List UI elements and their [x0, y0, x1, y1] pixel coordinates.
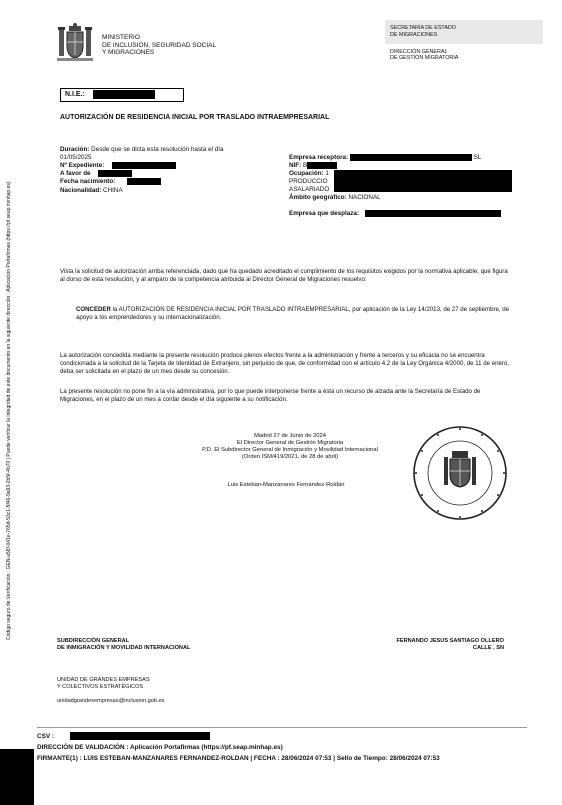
signature-line-2: El Director General de Gestión Migratoria — [236, 440, 344, 446]
footer-unidad — [57, 677, 150, 691]
footer-recipient — [360, 638, 504, 652]
direccion-line-2: DE GESTIÓN MIGRATORIA — [390, 55, 459, 62]
desplaza-label: Empresa que desplaza: — [289, 210, 359, 218]
validation-block — [37, 731, 537, 764]
left-fields — [60, 146, 270, 195]
signature-line-1: Madrid 27 de Junio de 2024 — [254, 433, 326, 439]
expediente-label: Nº Expediente: — [60, 162, 105, 170]
empresa-label: Empresa receptora: — [289, 154, 349, 162]
footer-subdireccion — [57, 638, 190, 652]
ocupacion-label: Ocupación: — [289, 170, 324, 178]
sub-line-2: DE INMIGRACIÓN Y MOVILIDAD INTERNACIONAL — [57, 645, 191, 651]
redaction-bar — [98, 170, 132, 177]
paragraph-concede — [76, 306, 510, 322]
nif-label: NIF: — [289, 162, 302, 170]
redaction-bar — [70, 732, 210, 740]
ministry-line-2: DE INCLUSIÓN, SEGURIDAD SOCIAL — [102, 41, 217, 49]
redaction-bar — [93, 90, 155, 99]
empresa-suffix: SL — [473, 154, 482, 162]
recipient-address: CALLE , SN — [472, 645, 504, 651]
redaction-bar — [127, 178, 161, 185]
nacionalidad-label: Nacionalidad: — [60, 186, 102, 194]
favor-label: A favor de — [60, 170, 91, 178]
signatory-name: Luis Esteban-Manzanares Fernández-Roldán — [227, 482, 345, 488]
divider — [37, 727, 527, 728]
secretaria-line-2: DE MIGRACIONES — [390, 31, 438, 38]
csv-label: CSV : — [37, 733, 55, 740]
direccion-general — [390, 49, 458, 62]
ministry-line-3: Y MIGRACIONES — [102, 49, 155, 57]
validation-url: DIRECCIÓN DE VALIDACIÓN : Aplicación Portafirmas (https://pf.seap.minhap.es) — [37, 744, 283, 751]
paragraph-recurso: La presente resolución no pone fin a la vía administrativa, por lo que puede interponerse frente a ésta un recurso de alzada ante la Secretaría de Estado de Migraciones, en el plazo de un mes a contar desde el día siguiente a su notificación. — [60, 388, 481, 403]
coat-of-arms-logo — [55, 22, 95, 64]
nacionalidad-value: CHINA — [103, 186, 123, 194]
signature-line-3: P.D. El Subdirector General de Inmigración y Movilidad Internacional — [202, 447, 378, 453]
ocupacion-line-1: PRODUCCIO — [289, 178, 328, 186]
sub-line-1: SUBDIRECCIÓN GENERAL — [57, 638, 130, 644]
redaction-bar — [365, 210, 501, 217]
paragraph-vista: Vista la solicitud de autorización arriba referenciada, dado que ha quedado acreditado el cumplimiento de los requisitos exigidos por la normativa aplicable, que figura al dorso de esta resolución, y al amparo de la competencia atribuida al Director General de Migraciones resuelvo: — [60, 268, 508, 283]
ambito-value: NACIONAL — [348, 194, 381, 202]
official-seal — [412, 425, 508, 521]
concede-text: la AUTORIZACIÓN DE RESIDENCIA INICIAL POR TRASLADO INTRAEMPRESARIAL, por aplicación de la Ley 14/2013, de 27 de septiembre, de apoyo a los emprendedores y su internacionalización. — [76, 306, 510, 321]
ambito-label: Ámbito geográfico: — [289, 194, 347, 202]
ocupacion-value: 1 — [325, 170, 329, 178]
redaction-bar — [350, 154, 472, 161]
ministry-name — [102, 34, 216, 57]
ministry-line-1: MINISTERIO — [102, 34, 140, 41]
ocupacion-line-2: ASALARIADO — [289, 186, 330, 194]
signature-block — [170, 433, 410, 461]
duracion-value: Desde que se dicta esta resolución hasta el día — [91, 146, 224, 153]
secretaria-line-1: SECRETARÍA DE ESTADO — [390, 25, 456, 31]
signature-line-4: (Orden ISM/419/2021, de 28 de abril) — [241, 454, 339, 460]
footer-email[interactable]: unidadgrandesempresas@inclusion.gob.es — [57, 698, 165, 704]
document-title: AUTORIZACIÓN DE RESIDENCIA INICIAL POR TRASLADO INTRAEMPRESARIAL — [60, 114, 330, 121]
duracion-label: Duración: — [60, 146, 90, 153]
redaction-bar — [334, 170, 512, 192]
redaction-bar — [112, 162, 176, 169]
verification-side-text — [0, 80, 12, 640]
nie-box — [60, 88, 184, 102]
unidad-line-2: Y COLECTIVOS ESTRATÉGICOS — [57, 684, 144, 690]
paragraph-efectos: La autorización concedida mediante la presente resolución produce plenos efectos frente a la administración y frente a terceros y su eficacia no se encuentra condicionada a la solicitud de la Tarjeta de Identidad de Extranjero, sin perjuicio de que, de conformidad con el artículo 4.2 de la Ley Orgánica 4/2000, de 11 de enero, deba ser solicitada en el plazo de un mes desde su concesión. — [60, 352, 509, 375]
nif-value: B — [303, 162, 308, 170]
recipient-name: FERNANDO JESUS SANTIAGO OLLERO — [396, 638, 504, 644]
redaction-bar — [307, 162, 337, 169]
direccion-line-1: DIRECCIÓN GENERAL — [390, 49, 448, 55]
unidad-line-1: UNIDAD DE GRANDES EMPRESAS — [57, 677, 150, 683]
secretaria-box — [385, 20, 543, 44]
nie-label: N.I.E.: — [65, 91, 85, 98]
nacimiento-label: Fecha nacimiento: — [60, 178, 116, 186]
concede-bold: CONCEDER — [76, 306, 111, 313]
side-text: Código seguro de Verificación : GEN-a58f-041e-765d-53c1-5f46-9a93-2b5f-4b70 | Puede verificar la integridad de este documento en la siguiente dirección : Aplicación Portafirmas (https://pf.seap.minhap.es) — [6, 181, 12, 640]
duracion-date: 01/05/2025 — [60, 154, 92, 161]
redaction-block — [0, 749, 34, 805]
right-fields — [289, 154, 519, 219]
signer-info: FIRMANTE(1) : LUIS ESTEBAN-MANZANARES FERNANDEZ-ROLDAN | FECHA : 28/06/2024 07:53 | Sello de Tiempo: 28/06/2024 07:53 — [37, 755, 440, 762]
